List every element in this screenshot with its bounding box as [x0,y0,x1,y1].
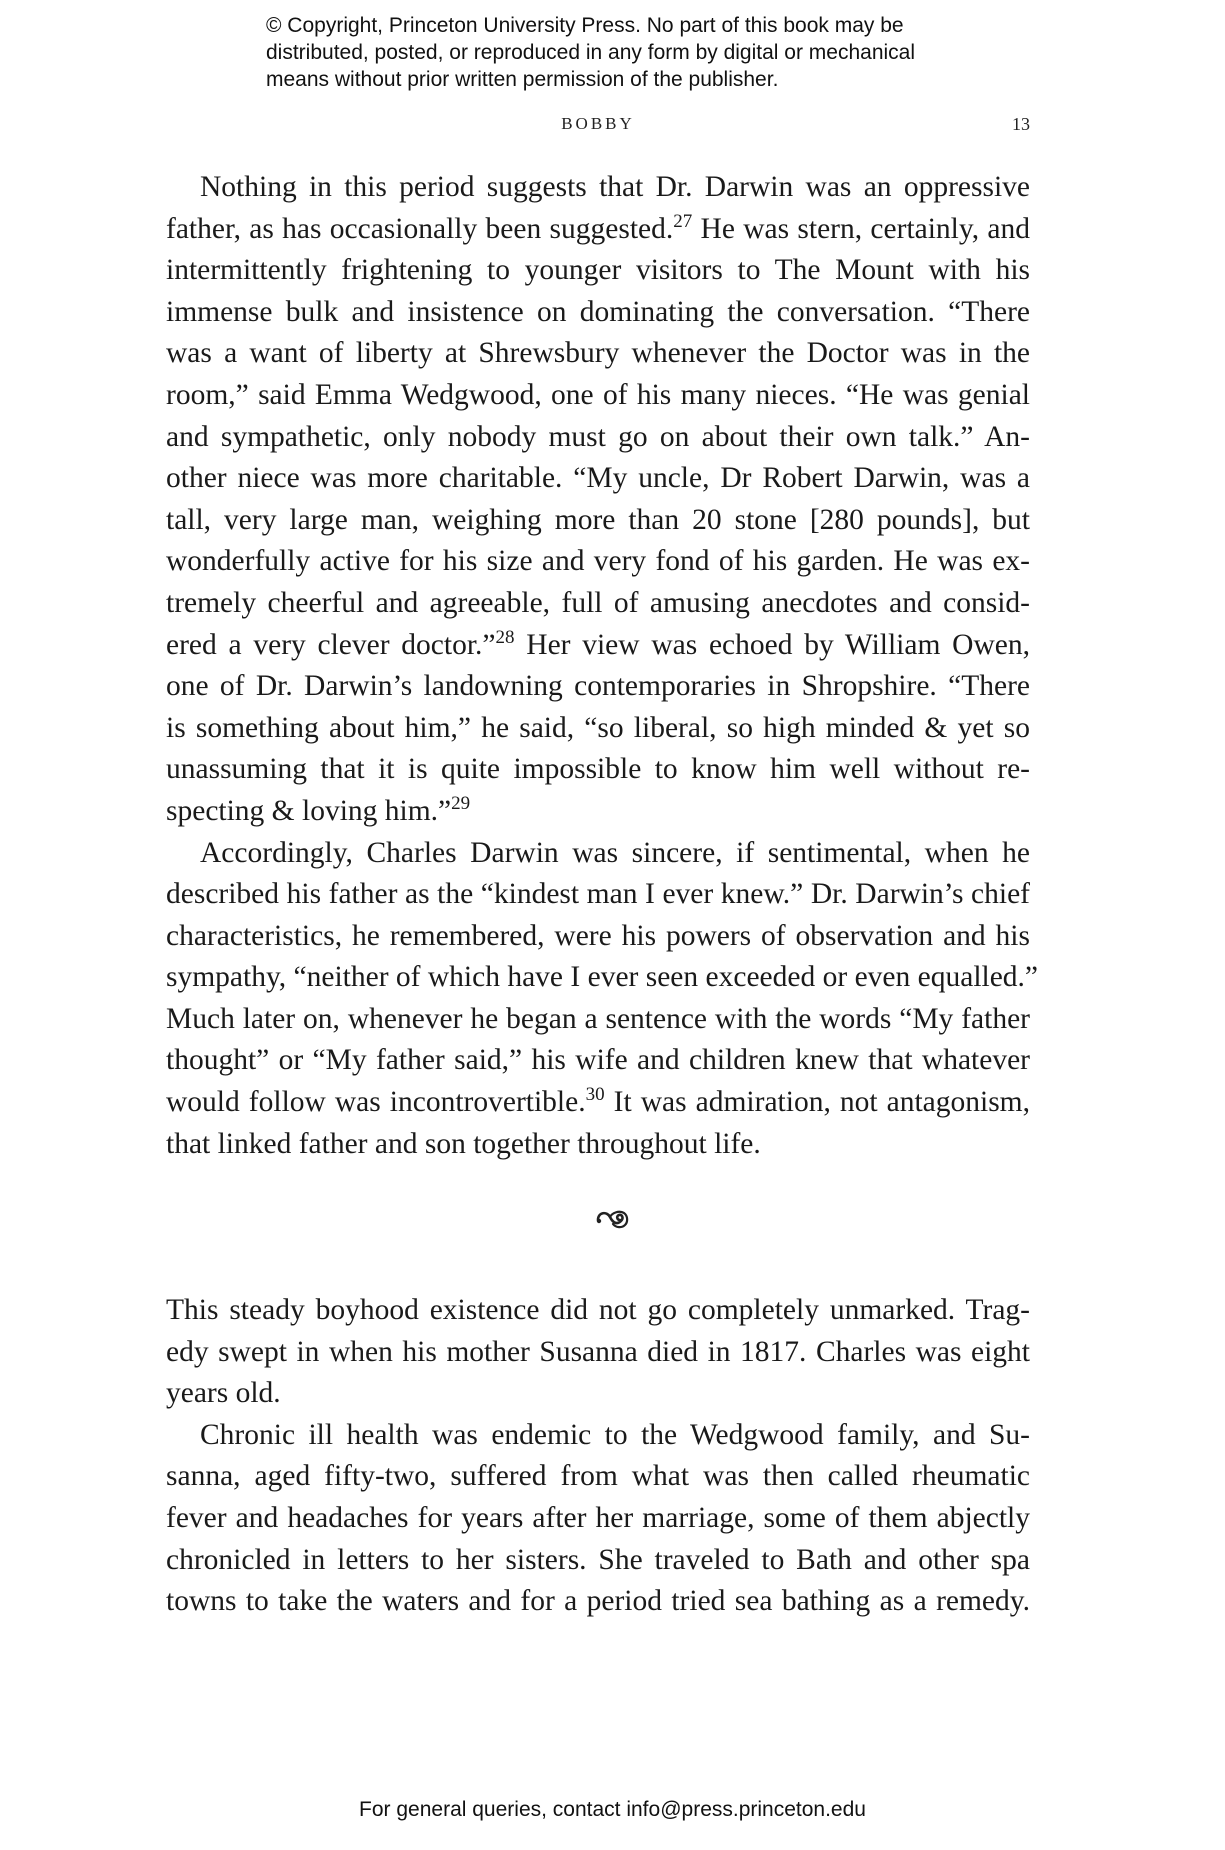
paragraph [166,833,1039,1166]
text-fragment: specting & loving him.” [166,794,452,827]
text-line: intermittently frightening to younger visitors to The Mount with his [166,254,1030,287]
footnote-ref-30[interactable]: 30 [585,1084,605,1106]
copyright-line: © Copyright, Princeton University Press. No part of this book may be [266,14,904,37]
footnote-ref-27[interactable]: 27 [673,210,693,232]
body-text-section [166,1290,1030,1623]
running-head-title: BOBBY [561,114,635,133]
text-line: and sympathetic, only nobody must go on about their own talk.” An- [166,420,1030,453]
text-line: years old. [166,1377,281,1410]
paragraph [166,1415,1030,1623]
text-line [166,791,1030,833]
text-line: This steady boyhood existence did not go completely unmarked. Trag- [166,1294,1030,1326]
text-line: described his father as the “kindest man I ever knew.” Dr. Darwin’s chief [166,878,1030,911]
text-line: Accordingly, Charles Darwin was sincere, if sentimental, when he [200,836,1030,869]
text-line [166,1082,1030,1124]
text-line: immense bulk and insistence on dominating the conversation. “There [166,295,1030,328]
text-line: wonderfully active for his size and very fond of his garden. He was ex- [166,545,1030,578]
running-head [166,114,1030,144]
text-fragment: He was stern, certainly, and [692,212,1030,245]
copyright-notice [266,12,1026,93]
text-line: that linked father and son together throughout life. [166,1127,761,1160]
copyright-line: distributed, posted, or reproduced in any form by digital or mechanical [266,41,916,64]
text-line: tremely cheerful and agreeable, full of amusing anecdotes and consid- [166,586,1030,619]
text-line: tall, very large man, weighing more than 20 stone [280 pounds], but [166,503,1030,536]
fleuron-icon [595,1208,631,1230]
text-line: was a want of liberty at Shrewsbury whenever the Doctor was in the [166,337,1030,370]
text-line: chronicled in letters to her sisters. She traveled to Bath and other spa [166,1543,1030,1576]
footer-contact: For general queries, contact info@press.princeton.edu [359,1798,866,1821]
text-line: room,” said Emma Wedgwood, one of his many nieces. “He was genial [166,378,1030,411]
paragraph [166,167,1030,833]
body-text [166,167,1039,1165]
paragraph [166,1290,1030,1415]
text-line: thought” or “My father said,” his wife and children knew that whatever [166,1044,1030,1077]
footnote-ref-28[interactable]: 28 [495,626,515,648]
text-line: Much later on, whenever he began a sentence with the words “My father [166,1002,1030,1035]
text-line: Nothing in this period suggests that Dr. Darwin was an oppressive [200,171,1030,203]
text-line [166,209,1030,251]
text-line: other niece was more charitable. “My uncle, Dr Robert Darwin, was a [166,462,1030,495]
text-line: characteristics, he remembered, were his powers of observation and his [166,919,1030,952]
page-number: 13 [1012,114,1030,134]
text-fragment: Her view was echoed by William Owen, [514,628,1030,661]
text-fragment: father, as has occasionally been suggested. [166,212,674,245]
section-break [0,1208,1225,1235]
text-line: sympathy, “neither of which have I ever seen exceeded or even equalled.” [166,961,1039,994]
footnote-ref-29[interactable]: 29 [451,792,471,814]
text-line: one of Dr. Darwin’s landowning contemporaries in Shropshire. “There [166,670,1030,703]
text-line: unassuming that it is quite impossible to know him well without re- [166,753,1030,786]
text-line: towns to take the waters and for a period tried sea bathing as a remedy. [166,1585,1030,1618]
text-fragment: would follow was incontrovertible. [166,1086,586,1119]
text-line: edy swept in when his mother Susanna died in 1817. Charles was eight [166,1335,1030,1368]
copyright-line: means without prior written permission of the publisher. [266,68,779,91]
text-fragment: It was admiration, not antagonism, [604,1086,1030,1119]
text-line: is something about him,” he said, “so liberal, so high minded & yet so [166,711,1030,744]
text-line: Chronic ill health was endemic to the Wedgwood family, and Su- [200,1418,1030,1451]
text-line: fever and headaches for years after her marriage, some of them abjectly [166,1501,1030,1534]
text-line [166,625,1030,667]
text-line: sanna, aged fifty-two, suffered from what was then called rheumatic [166,1460,1030,1493]
text-fragment: ered a very clever doctor.” [166,628,496,661]
